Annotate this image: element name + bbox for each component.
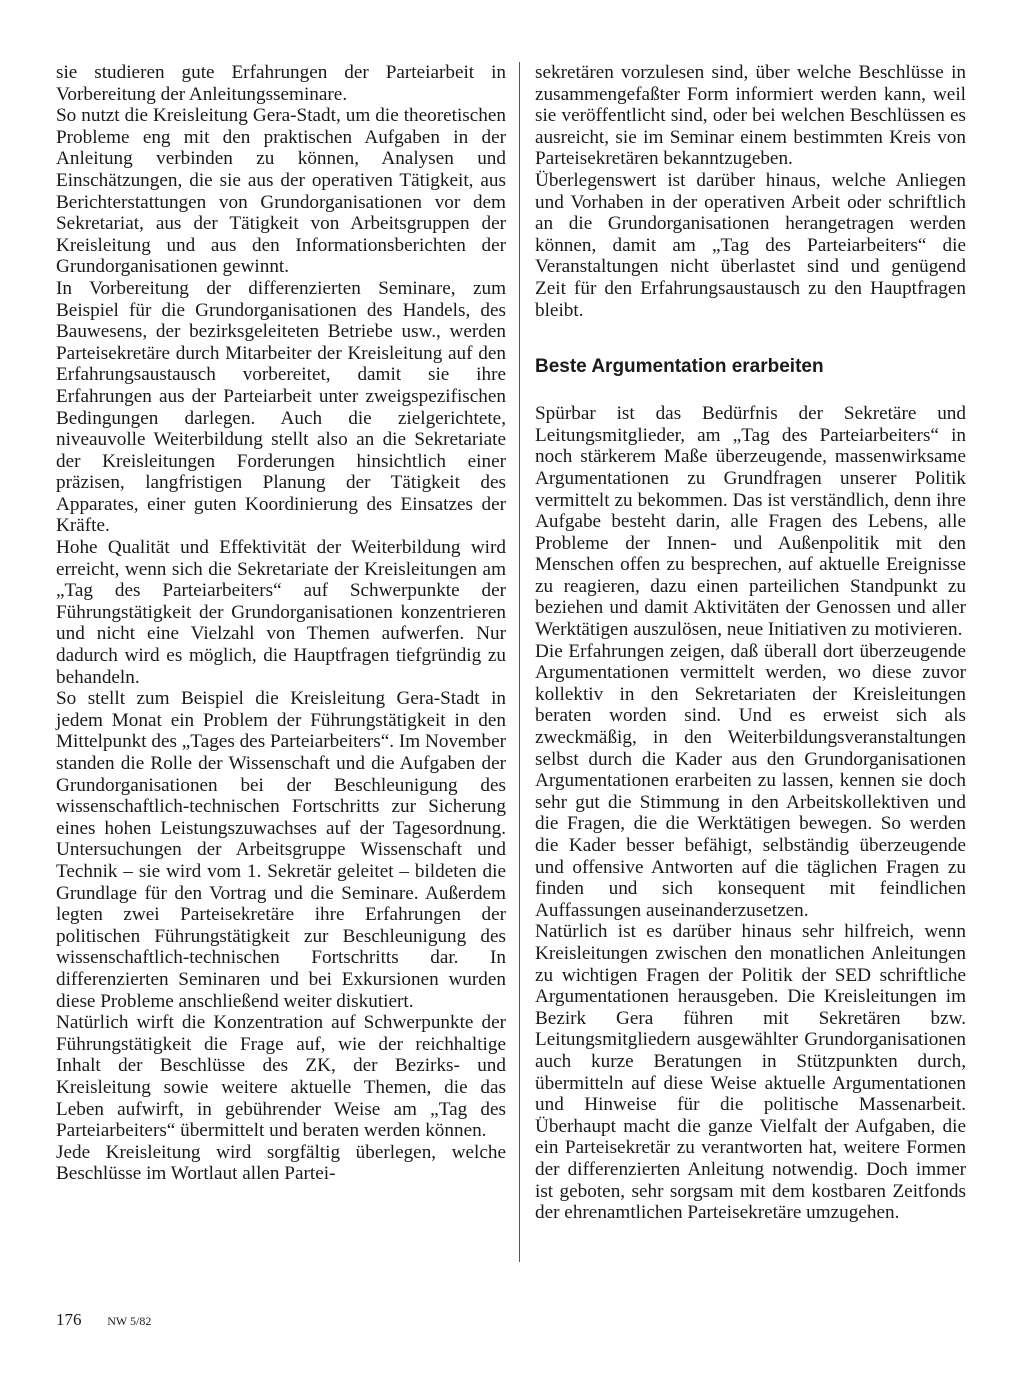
paragraph: So nutzt die Kreisleitung Gera-Stadt, um die theoretischen Probleme eng mit den praktischen Aufgaben in der Anleitung verbinden zu können, Analysen und Einschätzungen, die sie aus der operativen Tätigkeit, aus Berichterstattungen von Grundorganisationen vor dem Sekretariat, aus der Tätigkeit von Arbeitsgruppen der Kreisleitung und aus den Informationsberichten der Grundorganisationen gewinnt. [56,105,506,278]
paragraph: Hohe Qualität und Effektivität der Weiterbildung wird erreicht, wenn sich die Sekretariate der Kreisleitungen am „Tag des Parteiarbeiters“ auf Schwerpunkte der Führungstätigkeit der Grundorganisationen konzentrieren und nicht eine Vielzahl von Themen aufwerfen. Nur dadurch wird es möglich, die Hauptfragen tiefgründig zu behandeln. [56,537,506,688]
column-divider [519,62,520,1262]
issue-label: NW 5/82 [107,1314,152,1328]
paragraph: Natürlich ist es darüber hinaus sehr hilfreich, wenn Kreisleitungen zwischen den monatlichen Anleitungen zu wichtigen Fragen der Politik der SED schriftliche Argumentationen herausgeben. Die Kreisleitungen im Bezirk Gera führen mit Sekretären bzw. Leitungsmitgliedern ausgewählter Grundorganisationen auch kurze Beratungen in Stützpunkten durch, übermitteln auf diese Weise aktuelle Argumentationen und Hinweise für die politische Massenarbeit. Überhaupt macht die ganze Vielfalt der Aufgaben, die ein Parteisekretär zu verantworten hat, weitere Formen der differenzierten Anleitung notwendig. Doch immer ist geboten, sehr sorgsam mit dem kostbaren Zeitfonds der ehrenamtlichen Parteisekretäre umzugehen. [535,921,966,1224]
paragraph: So stellt zum Beispiel die Kreisleitung Gera-Stadt in jedem Monat ein Problem der Führungstätigkeit in den Mittelpunkt des „Tages des Parteiarbeiters“. Im November standen die Rolle der Wissenschaft und die Aufgaben der Grundorganisationen bei der Beschleunigung des wissenschaftlich-technischen Fortschritts zur Sicherung eines hohen Leistungszuwachses auf der Tagesordnung. Untersuchungen der Arbeitsgruppe Wissenschaft und Technik – sie wird vom 1. Sekretär geleitet – bildeten die Grundlage für den Vortrag und die Seminare. Außerdem legten zwei Parteisekretäre ihre Erfahrungen der politischen Führungstätigkeit zur Beschleunigung des wissenschaftlich-technischen Fortschritts dar. In differenzierten Seminaren und bei Exkursionen wurden diese Probleme anschließend weiter diskutiert. [56,688,506,1012]
right-column [535,62,966,1224]
paragraph: Überlegenswert ist darüber hinaus, welche Anliegen und Vorhaben in der operativen Arbeit oder schriftlich an die Grundorganisationen herangetragen werden können, damit am „Tag des Parteiarbeiters“ die Veranstaltungen nicht überlastet sind und genügend Zeit für den Erfahrungsaustausch zu den Hauptfragen bleibt. [535,169,966,321]
paragraph: sie studieren gute Erfahrungen der Parteiarbeit in Vorbereitung der Anleitungsseminare. [56,62,506,105]
page-footer [56,1311,151,1330]
paragraph: sekretären vorzulesen sind, über welche Beschlüsse in zusammengefaßter Form informiert werden kann, weil sie veröffentlicht sind, oder bei welchen Beschlüssen es ausreicht, sie im Seminar einem bestimmten Kreis von Parteisekretären bekanntzugeben. [535,62,966,170]
paragraph: Jede Kreisleitung wird sorgfältig überlegen, welche Beschlüsse im Wortlaut allen Partei- [56,1141,506,1185]
section-heading: Beste Argumentation erarbeiten [535,356,824,378]
paragraph: Die Erfahrungen zeigen, daß überall dort überzeugende Argumentationen vermittelt werden, wo diese zuvor kollektiv in den Sekretariaten der Kreisleitungen beraten worden sind. Und es erweist sich als zweckmäßig, in den Weiterbildungsveranstaltungen selbst durch die Kader aus den Grundorganisationen Argumentationen erarbeiten zu lassen, kennen sie doch sehr gut die Stimmung in den Arbeitskollektiven und die Fragen, die die Werktätigen bewegen. So werden die Kader besser befähigt, selbständig überzeugende und offensive Antworten auf die täglichen Fragen zu finden und sich konsequent mit feindlichen Auffassungen auseinanderzusetzen. [535,640,966,921]
page-number: 176 [56,1310,82,1329]
left-column [56,62,506,1185]
paragraph: Spürbar ist das Bedürfnis der Sekretäre und Leitungsmitglieder, am „Tag des Parteiarbeiters“ in noch stärkerem Maße überzeugende, massenwirksame Argumentationen zu Grundfragen unserer Politik vermittelt zu bekommen. Das ist verständlich, denn ihre Aufgabe besteht darin, alle Fragen des Lebens, alle Probleme der Innen- und Außenpolitik mit den Menschen offen zu besprechen, auf aktuelle Ereignisse zu reagieren, dazu einen parteilichen Standpunkt zu beziehen und damit Aktivitäten der Genossen und aller Werktätigen auszulösen, neue Initiativen zu motivieren. [535,403,966,641]
paragraph: In Vorbereitung der differenzierten Seminare, zum Beispiel für die Grundorganisationen des Handels, des Bauwesens, der bezirksgeleiteten Betriebe usw., werden Parteisekretäre durch Mitarbeiter der Kreisleitung auf den Erfahrungsaustausch vorbereitet, damit sie ihre Erfahrungen aus der Parteiarbeit unter zweigspezifischen Bedingungen darlegen. Auch die zielgerichtete, niveauvolle Weiterbildung stellt also an die Sekretariate der Kreisleitungen Forderungen hinsichtlich einer präzisen, langfristigen Planung der Tätigkeit des Apparates, einer guten Koordinierung des Einsatzes der Kräfte. [56,277,506,537]
paragraph: Natürlich wirft die Konzentration auf Schwerpunkte der Führungstätigkeit die Frage auf, wie der reichhaltige Inhalt der Beschlüsse des ZK, der Bezirks- und Kreisleitung sowie weitere aktuelle Themen, die das Leben aufwirft, in gebührender Weise am „Tag des Parteiarbeiters“ übermittelt und beraten werden können. [56,1012,506,1142]
